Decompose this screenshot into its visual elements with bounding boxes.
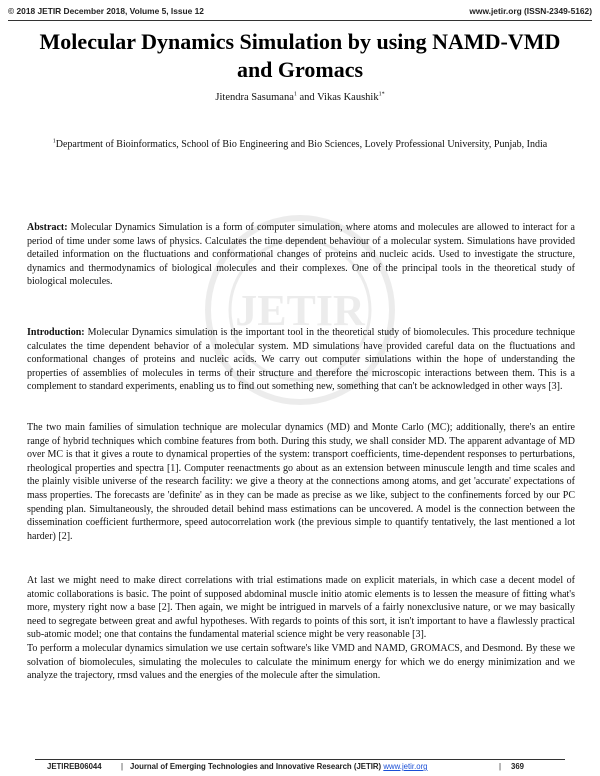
footer-journal xyxy=(130,762,428,771)
footer-page-number: 369 xyxy=(511,762,525,771)
author-2: and Vikas Kaushik xyxy=(296,92,379,103)
introduction-text: Molecular Dynamics simulation is the important tool in the theoretical study of biomolecules. This procedure technique calculates the time dependent behavior of a molecular system. MD simulations have provided careful data on the fluctuations and conformational changes of proteins and nucleic acids. We carry out computer simulations within the hope of understanding the properties of assemblies of molecules in terms of their structure and therefore the microscopic interactions between them. This is a complement to standard experiments, enabling us to find out something new, something that can't be acknowledged in other ways [3]. xyxy=(27,327,575,393)
affiliation-text: Department of Bioinformatics, School of Bio Engineering and Bio Sciences, Lovely Professional University, Punjab, India xyxy=(55,139,548,150)
watermark-text: JETIR xyxy=(235,286,365,335)
body-paragraph-md-mc: The two main families of simulation technique are molecular dynamics (MD) and Monte Carlo (MC); additionally, there's an entire range of hybrid techniques which combine features from both. During this study, we shall consider MD. The apparent advantage of MD over MC is that it gives a route to dynamical properties of the system: transport coefficients, time-dependent responses to perturbations, rheological properties and spectra [1]. Computer reenactments go about as an extension between minuscule length and time scales and the plainly visible universe of the research facility: we give a theory at the connections among atoms, and get 'accurate' expectations of mass properties. The forecasts are 'definite' as in they can be made as precise as we like, subject to the confinements forced by our PC spending plan. Simultaneously, the shrouded detail behind mass estimations can be uncovered. A model is the connection between the dissemination coefficient furthermore, speed autocorrelation work (the previous simple to quantify tentatively, the last mentioned a lot harder) [2]. xyxy=(27,422,575,542)
footer-divider xyxy=(35,759,565,760)
footer-separator-2: | xyxy=(499,762,502,771)
body-paragraph-software: To perform a molecular dynamics simulation we use certain software's like VMD and NAMD, GROMACS, and Desmond. By these we solvation of biomolecules, simulating the molecules to calculate the minimum energy for which we do energy minimization and we analyze the trajectory, rmsd values and the energies of the molecule after the simulation. xyxy=(27,643,575,682)
header-issue-info: © 2018 JETIR December 2018, Volume 5, Issue 12 xyxy=(8,6,204,16)
introduction-label: Introduction: xyxy=(27,327,85,338)
footer-separator-1: | xyxy=(121,762,124,771)
header-journal-site: www.jetir.org (ISSN-2349-5162) xyxy=(469,6,592,16)
abstract-paragraph xyxy=(27,221,575,289)
body-paragraph-comparisons: At last we might need to make direct correlations with trial estimations made on explicit materials, in which case a decent model of atomic collaborations is basic. The point of supposed abdominal muscle initio atomic elements is to lessen the measure of fitting what's more, mystery right now a base [2]. Then again, we might be intrigued in marvels of a fairly nonexclusive nature, or we may basically need to segregate between great and awful hypotheses. With regards to points of this sort, it isn't important to have a flawlessly practical sub-atomic model; one that contains the fundamental material science might be very reasonable [3]. xyxy=(27,575,575,641)
paper-title: Molecular Dynamics Simulation by using NAMD-VMD and Gromacs xyxy=(39,29,561,82)
author-2-affiliation-mark: 1* xyxy=(378,91,385,98)
affiliation-mark: 1 xyxy=(52,138,56,145)
running-header xyxy=(8,6,592,19)
author-1-affiliation-mark: 1 xyxy=(293,91,297,98)
abstract-text: Molecular Dynamics Simulation is a form of computer simulation, where atoms and molecules are allowed to interact for a period of time under some laws of physics. Calculates the time dependent behaviour of a molecular system. Simulations have provided detailed information on the fluctuations and conformational changes of proteins and nucleic acids. Used to investigate the structure, dynamics and thermodynamics of biological molecules and their complexes. One of the principal tools in the theoretical study of biological molecules. xyxy=(27,222,575,288)
footer-journal-link[interactable]: www.jetir.org xyxy=(383,762,428,771)
author-1: Jitendra Sasumana xyxy=(215,92,294,103)
author-line xyxy=(0,92,600,103)
header-divider xyxy=(8,20,592,21)
affiliation xyxy=(35,134,565,155)
footer-paper-id: JETIREB06044 xyxy=(47,762,102,771)
abstract-label: Abstract: xyxy=(27,222,68,233)
introduction-paragraph xyxy=(27,326,575,394)
running-footer xyxy=(35,762,565,774)
footer-journal-name: Journal of Emerging Technologies and Innovative Research (JETIR) xyxy=(130,762,384,771)
